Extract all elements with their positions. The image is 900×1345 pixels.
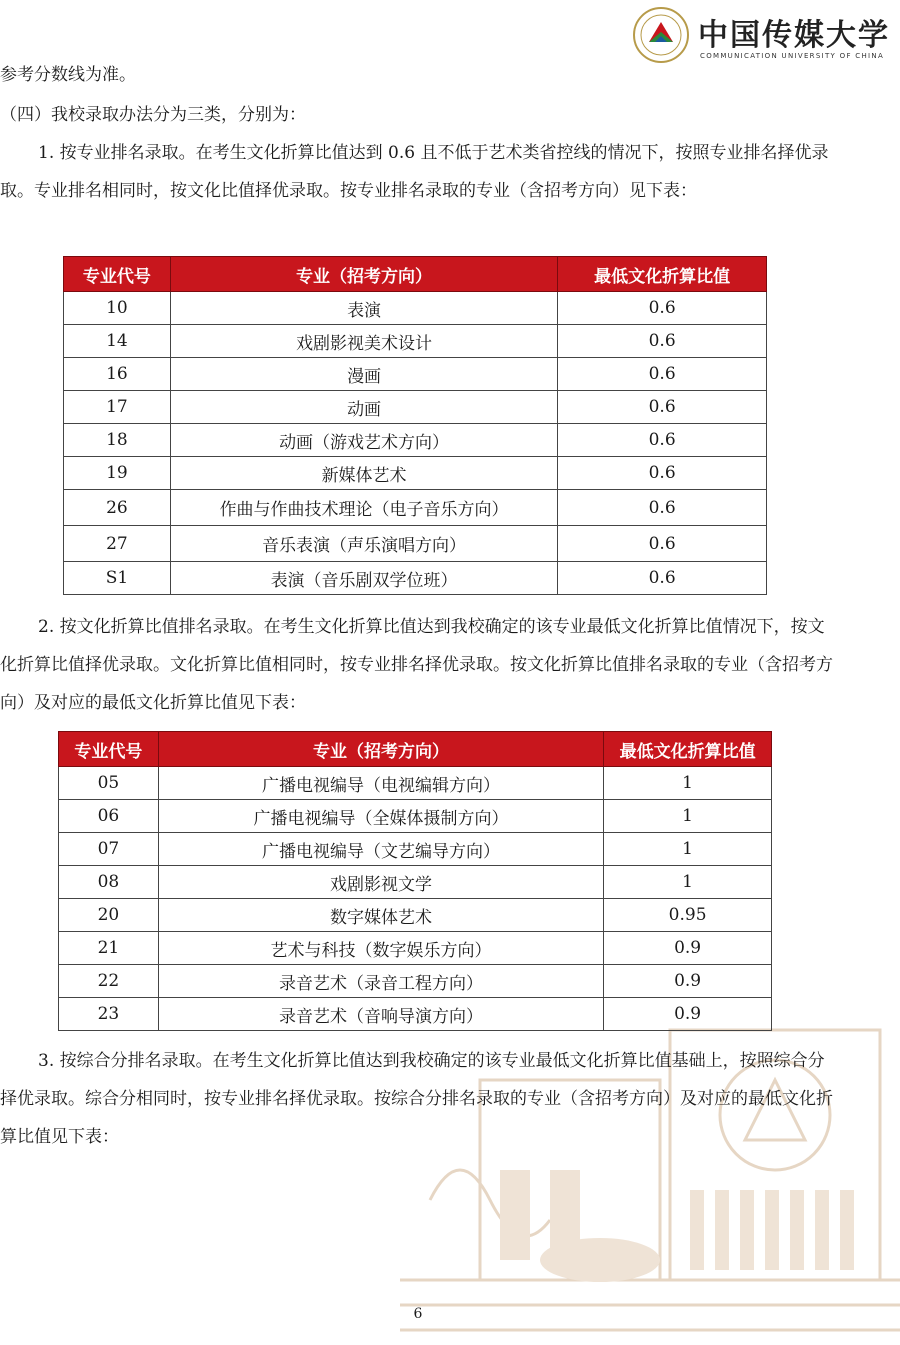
cell-major: 动画 <box>170 391 557 424</box>
table-row <box>64 325 767 358</box>
cell-major: 艺术与科技（数字娱乐方向） <box>158 932 603 965</box>
cell-ratio: 0.6 <box>558 562 767 595</box>
header-code: 专业代号 <box>59 732 159 767</box>
cell-ratio: 1 <box>604 767 772 800</box>
table-culture-ratio-ranking <box>58 731 772 1031</box>
cell-code: 07 <box>59 833 159 866</box>
cell-major: 漫画 <box>170 358 557 391</box>
table-header-row <box>64 257 767 292</box>
cell-ratio: 1 <box>604 800 772 833</box>
paragraph-method-one: 1. 按专业排名录取。在考生文化折算比值达到 0.6 且不低于艺术类省控线的情况下，按照专业排名择优录取。专业排名相同时，按文化比值择优录取。按专业排名录取的专业（含招考方向）见下表： <box>0 143 829 201</box>
table-row <box>64 457 767 490</box>
page-number: 6 <box>413 1306 423 1322</box>
cell-code: 16 <box>64 358 171 391</box>
cell-code: 21 <box>59 932 159 965</box>
cell-ratio: 0.6 <box>558 391 767 424</box>
header-min-ratio: 最低文化折算比值 <box>604 732 772 767</box>
cell-major: 广播电视编导（全媒体摄制方向） <box>158 800 603 833</box>
cell-major: 广播电视编导（文艺编导方向） <box>158 833 603 866</box>
cell-major: 音乐表演（声乐演唱方向） <box>170 526 557 562</box>
cell-ratio: 0.6 <box>558 292 767 325</box>
table-row <box>59 965 772 998</box>
table-row <box>64 424 767 457</box>
cell-major: 广播电视编导（电视编辑方向） <box>158 767 603 800</box>
cell-code: 17 <box>64 391 171 424</box>
table-row <box>59 932 772 965</box>
table-specialty-ranking <box>63 256 767 595</box>
cell-major: 戏剧影视文学 <box>158 866 603 899</box>
cell-ratio: 0.95 <box>604 899 772 932</box>
paragraph-continuation: 参考分数线为准。 <box>0 65 136 85</box>
table-row <box>59 800 772 833</box>
cell-code: 20 <box>59 899 159 932</box>
cell-major: 动画（游戏艺术方向） <box>170 424 557 457</box>
cell-ratio: 0.9 <box>604 998 772 1031</box>
logo-english-name: COMMUNICATION UNIVERSITY OF CHINA <box>700 52 885 60</box>
header-min-ratio: 最低文化折算比值 <box>558 257 767 292</box>
cell-ratio: 0.6 <box>558 457 767 490</box>
cell-ratio: 0.9 <box>604 932 772 965</box>
cell-code: 10 <box>64 292 171 325</box>
cell-ratio: 0.6 <box>558 325 767 358</box>
cell-ratio: 0.9 <box>604 965 772 998</box>
cell-major: 戏剧影视美术设计 <box>170 325 557 358</box>
cell-major: 录音艺术（录音工程方向） <box>158 965 603 998</box>
table-row <box>64 292 767 325</box>
cell-major: 表演（音乐剧双学位班） <box>170 562 557 595</box>
header-major: 专业（招考方向） <box>158 732 603 767</box>
table-row <box>59 866 772 899</box>
cell-code: 26 <box>64 490 171 526</box>
cell-code: 08 <box>59 866 159 899</box>
cell-code: 23 <box>59 998 159 1031</box>
cell-ratio: 0.6 <box>558 490 767 526</box>
cell-major: 数字媒体艺术 <box>158 899 603 932</box>
cell-major: 作曲与作曲技术理论（电子音乐方向） <box>170 490 557 526</box>
table-row <box>64 391 767 424</box>
table-row <box>59 833 772 866</box>
table-row <box>64 358 767 391</box>
paragraph-section-four: （四）我校录取办法分为三类，分别为： <box>0 105 306 125</box>
cell-ratio: 1 <box>604 866 772 899</box>
table-row <box>59 998 772 1031</box>
cell-code: 14 <box>64 325 171 358</box>
header-major: 专业（招考方向） <box>170 257 557 292</box>
cell-code: 22 <box>59 965 159 998</box>
cell-ratio: 1 <box>604 833 772 866</box>
cell-ratio: 0.6 <box>558 358 767 391</box>
table-row <box>64 562 767 595</box>
cell-code: S1 <box>64 562 171 595</box>
table-row <box>59 767 772 800</box>
table-row <box>59 899 772 932</box>
cell-code: 05 <box>59 767 159 800</box>
table-row <box>64 526 767 562</box>
header-code: 专业代号 <box>64 257 171 292</box>
cell-code: 27 <box>64 526 171 562</box>
cell-major: 新媒体艺术 <box>170 457 557 490</box>
cell-ratio: 0.6 <box>558 424 767 457</box>
cell-code: 19 <box>64 457 171 490</box>
paragraph-method-three: 3. 按综合分排名录取。在考生文化折算比值达到我校确定的该专业最低文化折算比值基础上，按照综合分择优录取。综合分相同时，按专业排名择优录取。按综合分排名录取的专业（含招考方向）及对应的最低文化折算比值见下表： <box>0 1051 833 1147</box>
table-header-row <box>59 732 772 767</box>
table-row <box>64 490 767 526</box>
cell-major: 表演 <box>170 292 557 325</box>
cell-major: 录音艺术（音响导演方向） <box>158 998 603 1031</box>
cell-code: 18 <box>64 424 171 457</box>
cell-ratio: 0.6 <box>558 526 767 562</box>
paragraph-method-two: 2. 按文化折算比值排名录取。在考生文化折算比值达到我校确定的该专业最低文化折算比值情况下，按文化折算比值择优录取。文化折算比值相同时，按专业排名择优录取。按文化折算比值排名录取的专业（含招考方向）及对应的最低文化折算比值见下表： <box>0 617 833 713</box>
logo-chinese-name: 中国传媒大学 <box>698 18 890 53</box>
cell-code: 06 <box>59 800 159 833</box>
